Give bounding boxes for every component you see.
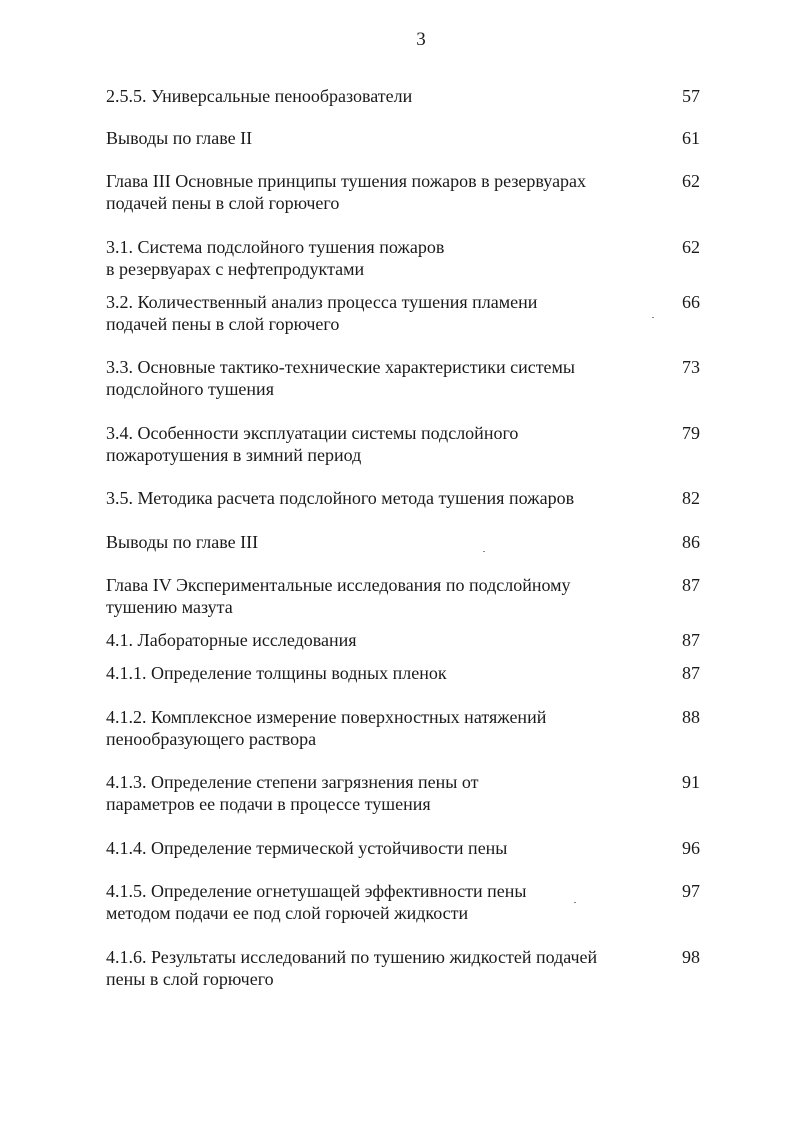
toc-entry-title: 4.1.6. Результаты исследований по тушению жидкостей подачей пены в слой горючего bbox=[106, 947, 598, 989]
toc-entry bbox=[106, 662, 706, 684]
toc-entry bbox=[106, 127, 706, 149]
toc-entry-title: 4.1. Лабораторные исследования bbox=[106, 630, 357, 650]
toc-entry bbox=[106, 356, 706, 400]
toc-entry-page: 96 bbox=[682, 838, 700, 858]
toc-entry bbox=[106, 236, 706, 280]
toc-entry bbox=[106, 629, 706, 651]
toc-entry-title: Глава III Основные принципы тушения пожаров в резервуарах подачей пены в слой горючего bbox=[106, 171, 587, 213]
scan-speck bbox=[574, 902, 576, 903]
toc-entry-page: 57 bbox=[682, 86, 700, 106]
toc-entry bbox=[106, 422, 706, 466]
toc-entry bbox=[106, 574, 706, 618]
toc-entry bbox=[106, 771, 706, 815]
toc-entry-page: 62 bbox=[682, 237, 700, 257]
toc-entry-title: Глава IV Экспериментальные исследования по подслойному тушению мазута bbox=[106, 575, 571, 617]
toc-entry-title: 3.1. Система подслойного тушения пожаров в резервуарах с нефтепродуктами bbox=[106, 237, 445, 279]
toc-entry-title: 3.5. Методика расчета подслойного метода тушения пожаров bbox=[106, 488, 575, 508]
toc-entry-page: 98 bbox=[682, 947, 700, 967]
toc-entry-title: 2.5.5. Универсальные пенообразователи bbox=[106, 86, 413, 106]
toc-entry bbox=[106, 487, 706, 509]
toc-entry-page: 87 bbox=[682, 630, 700, 650]
toc-entry-page: 66 bbox=[682, 292, 700, 312]
toc-entry-title: 4.1.2. Комплексное измерение поверхностных натяжений пенообразующего раствора bbox=[106, 707, 547, 749]
toc-entry-page: 97 bbox=[682, 881, 700, 901]
toc-entry-page: 79 bbox=[682, 423, 700, 443]
toc-entry-title: 4.1.4. Определение термической устойчивости пены bbox=[106, 838, 508, 858]
toc-entry-page: 73 bbox=[682, 357, 700, 377]
toc-entry-page: 91 bbox=[682, 772, 700, 792]
toc-entry-title: 3.2. Количественный анализ процесса тушения пламени подачей пены в слой горючего bbox=[106, 292, 538, 334]
toc-entry-title: 4.1.3. Определение степени загрязнения пены от параметров ее подачи в процессе тушения bbox=[106, 772, 479, 814]
scan-speck bbox=[483, 551, 485, 552]
toc-entry-title: 3.3. Основные тактико-технические характеристики системы подслойного тушения bbox=[106, 357, 576, 399]
toc-entry-title: 4.1.5. Определение огнетушащей эффективности пены методом подачи ее под слой горючей жидкости bbox=[106, 881, 527, 923]
toc-entry-title: 4.1.1. Определение толщины водных пленок bbox=[106, 663, 447, 683]
toc-entry-title: Выводы по главе II bbox=[106, 128, 253, 148]
toc-entry-page: 82 bbox=[682, 488, 700, 508]
toc-entry bbox=[106, 946, 706, 990]
toc-entry-page: 86 bbox=[682, 532, 700, 552]
toc-entry-page: 87 bbox=[682, 663, 700, 683]
toc-entry bbox=[106, 291, 706, 335]
toc-entry bbox=[106, 706, 706, 750]
toc-entry bbox=[106, 85, 706, 107]
toc-entry-page: 62 bbox=[682, 171, 700, 191]
toc-entry-page: 88 bbox=[682, 707, 700, 727]
toc-entry-page: 87 bbox=[682, 575, 700, 595]
toc-entry bbox=[106, 880, 706, 924]
toc-entry bbox=[106, 837, 706, 859]
scan-speck bbox=[652, 317, 654, 318]
toc-entry-title: 3.4. Особенности эксплуатации системы подслойного пожаротушения в зимний период bbox=[106, 423, 519, 465]
page-number: 3 bbox=[416, 29, 426, 50]
toc-entry bbox=[106, 531, 706, 553]
toc-entry bbox=[106, 170, 706, 214]
toc-entry-title: Выводы по главе III bbox=[106, 532, 259, 552]
toc-entry-page: 61 bbox=[682, 128, 700, 148]
